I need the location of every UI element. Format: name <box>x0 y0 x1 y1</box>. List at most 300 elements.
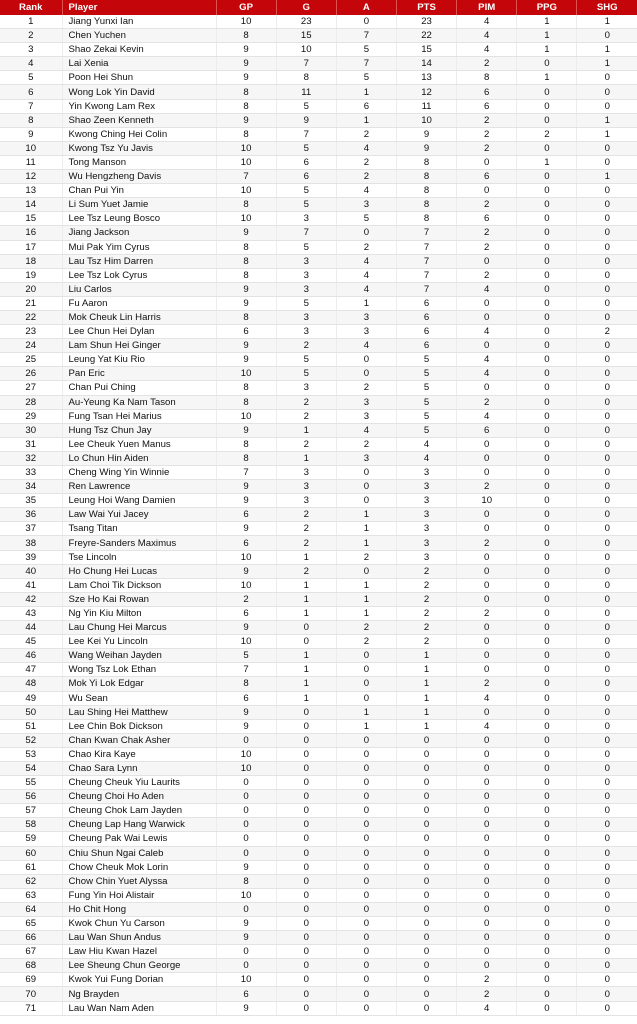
player-name-cell: Ho Chit Hong <box>62 902 216 916</box>
goals-cell: 2 <box>276 339 336 353</box>
table-row <box>0 776 637 790</box>
table-row <box>0 437 637 451</box>
table-row <box>0 71 637 85</box>
ppg-cell: 1 <box>517 155 577 169</box>
player-name-cell: Law Hiu Kwan Hazel <box>62 945 216 959</box>
shg-cell: 0 <box>577 860 637 874</box>
table-row <box>0 761 637 775</box>
rank-cell: 18 <box>0 254 62 268</box>
shg-cell: 0 <box>577 99 637 113</box>
gp-cell: 9 <box>216 860 276 874</box>
ppg-cell: 0 <box>517 296 577 310</box>
shg-cell: 0 <box>577 254 637 268</box>
goals-cell: 3 <box>276 494 336 508</box>
gp-cell: 9 <box>216 494 276 508</box>
ppg-cell: 0 <box>517 268 577 282</box>
goals-cell: 5 <box>276 296 336 310</box>
pim-cell: 0 <box>457 592 517 606</box>
assists-cell: 0 <box>336 466 396 480</box>
gp-cell: 8 <box>216 677 276 691</box>
shg-cell: 0 <box>577 85 637 99</box>
points-cell: 2 <box>396 621 456 635</box>
pim-cell: 2 <box>457 480 517 494</box>
assists-cell: 0 <box>336 888 396 902</box>
gp-cell: 10 <box>216 747 276 761</box>
goals-cell: 5 <box>276 198 336 212</box>
pim-cell: 4 <box>457 15 517 29</box>
shg-cell: 0 <box>577 409 637 423</box>
player-name-cell: Chan Pui Yin <box>62 184 216 198</box>
player-name-cell: Wu Hengzheng Davis <box>62 170 216 184</box>
assists-cell: 0 <box>336 804 396 818</box>
goals-cell: 0 <box>276 776 336 790</box>
gp-cell: 5 <box>216 649 276 663</box>
table-row <box>0 536 637 550</box>
gp-cell: 10 <box>216 155 276 169</box>
goals-cell: 1 <box>276 649 336 663</box>
pim-cell: 0 <box>457 437 517 451</box>
shg-cell: 0 <box>577 155 637 169</box>
assists-cell: 1 <box>336 522 396 536</box>
goals-cell: 0 <box>276 902 336 916</box>
points-cell: 8 <box>396 198 456 212</box>
rank-cell: 20 <box>0 282 62 296</box>
rank-cell: 34 <box>0 480 62 494</box>
assists-cell: 0 <box>336 931 396 945</box>
points-cell: 0 <box>396 1001 456 1015</box>
rank-cell: 61 <box>0 860 62 874</box>
goals-cell: 5 <box>276 99 336 113</box>
goals-cell: 0 <box>276 917 336 931</box>
shg-cell: 0 <box>577 240 637 254</box>
ppg-cell: 0 <box>517 719 577 733</box>
rank-cell: 68 <box>0 959 62 973</box>
rank-cell: 54 <box>0 761 62 775</box>
assists-cell: 2 <box>336 381 396 395</box>
rank-cell: 57 <box>0 804 62 818</box>
points-cell: 3 <box>396 494 456 508</box>
gp-cell: 0 <box>216 945 276 959</box>
gp-cell: 8 <box>216 127 276 141</box>
rank-cell: 64 <box>0 902 62 916</box>
assists-cell: 0 <box>336 832 396 846</box>
goals-cell: 8 <box>276 71 336 85</box>
rank-cell: 48 <box>0 677 62 691</box>
player-name-cell: Mok Cheuk Lin Harris <box>62 310 216 324</box>
player-name-cell: Lam Shun Hei Ginger <box>62 339 216 353</box>
assists-cell: 2 <box>336 240 396 254</box>
shg-cell: 0 <box>577 381 637 395</box>
pim-cell: 0 <box>457 564 517 578</box>
pim-cell: 4 <box>457 325 517 339</box>
table-row <box>0 57 637 71</box>
gp-cell: 9 <box>216 43 276 57</box>
assists-cell: 0 <box>336 902 396 916</box>
points-cell: 1 <box>396 663 456 677</box>
rank-cell: 50 <box>0 705 62 719</box>
gp-cell: 10 <box>216 888 276 902</box>
rank-cell: 6 <box>0 85 62 99</box>
assists-cell: 0 <box>336 480 396 494</box>
goals-cell: 5 <box>276 367 336 381</box>
goals-cell: 0 <box>276 790 336 804</box>
shg-cell: 1 <box>577 15 637 29</box>
header-row <box>0 0 637 15</box>
pim-cell: 6 <box>457 170 517 184</box>
gp-cell: 10 <box>216 578 276 592</box>
shg-cell: 0 <box>577 917 637 931</box>
assists-cell: 1 <box>336 592 396 606</box>
goals-cell: 0 <box>276 931 336 945</box>
points-cell: 0 <box>396 733 456 747</box>
gp-cell: 10 <box>216 973 276 987</box>
ppg-cell: 0 <box>517 170 577 184</box>
header-g[interactable]: G <box>276 0 336 15</box>
rank-cell: 17 <box>0 240 62 254</box>
player-name-cell: Lau Wan Nam Aden <box>62 1001 216 1015</box>
gp-cell: 8 <box>216 451 276 465</box>
pim-cell: 2 <box>457 395 517 409</box>
header-pim[interactable]: PIM <box>457 0 517 15</box>
header-gp[interactable]: GP <box>216 0 276 15</box>
player-name-cell: Lau Shing Hei Matthew <box>62 705 216 719</box>
rank-cell: 19 <box>0 268 62 282</box>
rank-cell: 47 <box>0 663 62 677</box>
shg-cell: 0 <box>577 353 637 367</box>
points-cell: 7 <box>396 254 456 268</box>
gp-cell: 8 <box>216 240 276 254</box>
goals-cell: 0 <box>276 621 336 635</box>
table-row <box>0 959 637 973</box>
gp-cell: 10 <box>216 367 276 381</box>
player-name-cell: Yin Kwong Lam Rex <box>62 99 216 113</box>
assists-cell: 0 <box>336 226 396 240</box>
pim-cell: 6 <box>457 212 517 226</box>
player-name-cell: Lee Sheung Chun George <box>62 959 216 973</box>
pim-cell: 0 <box>457 888 517 902</box>
rank-cell: 16 <box>0 226 62 240</box>
ppg-cell: 0 <box>517 226 577 240</box>
assists-cell: 0 <box>336 860 396 874</box>
points-cell: 8 <box>396 184 456 198</box>
shg-cell: 0 <box>577 790 637 804</box>
ppg-cell: 0 <box>517 621 577 635</box>
rank-cell: 8 <box>0 113 62 127</box>
shg-cell: 0 <box>577 719 637 733</box>
assists-cell: 0 <box>336 564 396 578</box>
shg-cell: 0 <box>577 296 637 310</box>
points-cell: 0 <box>396 832 456 846</box>
header-pts[interactable]: PTS <box>396 0 456 15</box>
points-cell: 7 <box>396 226 456 240</box>
rank-cell: 26 <box>0 367 62 381</box>
header-a[interactable]: A <box>336 0 396 15</box>
rank-cell: 14 <box>0 198 62 212</box>
ppg-cell: 0 <box>517 367 577 381</box>
assists-cell: 4 <box>336 184 396 198</box>
points-cell: 0 <box>396 987 456 1001</box>
player-name-cell: Tong Manson <box>62 155 216 169</box>
pim-cell: 0 <box>457 917 517 931</box>
shg-cell: 0 <box>577 423 637 437</box>
player-name-cell: Lam Choi Tik Dickson <box>62 578 216 592</box>
player-name-cell: Lo Chun Hin Aiden <box>62 451 216 465</box>
gp-cell: 10 <box>216 550 276 564</box>
assists-cell: 1 <box>336 719 396 733</box>
pim-cell: 4 <box>457 691 517 705</box>
shg-cell: 0 <box>577 804 637 818</box>
assists-cell: 2 <box>336 635 396 649</box>
shg-cell: 0 <box>577 832 637 846</box>
shg-cell: 0 <box>577 621 637 635</box>
rank-cell: 10 <box>0 141 62 155</box>
rank-cell: 69 <box>0 973 62 987</box>
pim-cell: 2 <box>457 987 517 1001</box>
player-name-cell: Law Wai Yui Jacey <box>62 508 216 522</box>
shg-cell: 1 <box>577 170 637 184</box>
points-cell: 5 <box>396 381 456 395</box>
shg-cell: 0 <box>577 1001 637 1015</box>
pim-cell: 0 <box>457 931 517 945</box>
assists-cell: 0 <box>336 818 396 832</box>
shg-cell: 0 <box>577 592 637 606</box>
pim-cell: 2 <box>457 606 517 620</box>
shg-cell: 0 <box>577 184 637 198</box>
goals-cell: 0 <box>276 973 336 987</box>
points-cell: 6 <box>396 339 456 353</box>
assists-cell: 1 <box>336 296 396 310</box>
shg-cell: 0 <box>577 536 637 550</box>
player-name-cell: Jiang Yunxi Ian <box>62 15 216 29</box>
pim-cell: 0 <box>457 339 517 353</box>
gp-cell: 8 <box>216 268 276 282</box>
goals-cell: 0 <box>276 846 336 860</box>
player-name-cell: Cheung Chok Lam Jayden <box>62 804 216 818</box>
table-row <box>0 931 637 945</box>
table-row <box>0 15 637 29</box>
ppg-cell: 0 <box>517 818 577 832</box>
ppg-cell: 0 <box>517 790 577 804</box>
table-row <box>0 212 637 226</box>
gp-cell: 8 <box>216 85 276 99</box>
points-cell: 11 <box>396 99 456 113</box>
goals-cell: 5 <box>276 353 336 367</box>
pim-cell: 10 <box>457 494 517 508</box>
shg-cell: 0 <box>577 776 637 790</box>
table-header <box>0 0 637 15</box>
table-row <box>0 691 637 705</box>
assists-cell: 5 <box>336 212 396 226</box>
rank-cell: 63 <box>0 888 62 902</box>
goals-cell: 2 <box>276 522 336 536</box>
rank-cell: 22 <box>0 310 62 324</box>
gp-cell: 7 <box>216 170 276 184</box>
rank-cell: 32 <box>0 451 62 465</box>
assists-cell: 2 <box>336 170 396 184</box>
gp-cell: 9 <box>216 353 276 367</box>
rank-cell: 38 <box>0 536 62 550</box>
pim-cell: 6 <box>457 85 517 99</box>
table-row <box>0 296 637 310</box>
pim-cell: 0 <box>457 790 517 804</box>
rank-cell: 42 <box>0 592 62 606</box>
points-cell: 0 <box>396 917 456 931</box>
gp-cell: 8 <box>216 310 276 324</box>
assists-cell: 1 <box>336 113 396 127</box>
points-cell: 2 <box>396 592 456 606</box>
pim-cell: 0 <box>457 254 517 268</box>
ppg-cell: 0 <box>517 184 577 198</box>
ppg-cell: 0 <box>517 310 577 324</box>
ppg-cell: 0 <box>517 564 577 578</box>
gp-cell: 9 <box>216 71 276 85</box>
player-name-cell: Leung Hoi Wang Damien <box>62 494 216 508</box>
table-row <box>0 592 637 606</box>
pim-cell: 4 <box>457 367 517 381</box>
rank-cell: 11 <box>0 155 62 169</box>
table-row <box>0 240 637 254</box>
rank-cell: 1 <box>0 15 62 29</box>
assists-cell: 0 <box>336 987 396 1001</box>
goals-cell: 3 <box>276 212 336 226</box>
pim-cell: 2 <box>457 536 517 550</box>
assists-cell: 0 <box>336 367 396 381</box>
table-row <box>0 564 637 578</box>
table-row <box>0 99 637 113</box>
goals-cell: 3 <box>276 282 336 296</box>
player-name-cell: Lau Chung Hei Marcus <box>62 621 216 635</box>
assists-cell: 0 <box>336 494 396 508</box>
goals-cell: 0 <box>276 705 336 719</box>
table-row <box>0 226 637 240</box>
gp-cell: 9 <box>216 705 276 719</box>
gp-cell: 0 <box>216 804 276 818</box>
points-cell: 5 <box>396 367 456 381</box>
shg-cell: 1 <box>577 127 637 141</box>
pim-cell: 0 <box>457 550 517 564</box>
goals-cell: 5 <box>276 184 336 198</box>
rank-cell: 2 <box>0 29 62 43</box>
gp-cell: 0 <box>216 902 276 916</box>
points-cell: 8 <box>396 212 456 226</box>
points-cell: 3 <box>396 522 456 536</box>
pim-cell: 0 <box>457 846 517 860</box>
ppg-cell: 0 <box>517 945 577 959</box>
player-name-cell: Cheng Wing Yin Winnie <box>62 466 216 480</box>
shg-cell: 0 <box>577 310 637 324</box>
gp-cell: 6 <box>216 325 276 339</box>
pim-cell: 0 <box>457 733 517 747</box>
goals-cell: 2 <box>276 437 336 451</box>
assists-cell: 2 <box>336 550 396 564</box>
shg-cell: 0 <box>577 733 637 747</box>
header-ppg[interactable]: PPG <box>517 0 577 15</box>
points-cell: 0 <box>396 776 456 790</box>
gp-cell: 9 <box>216 719 276 733</box>
ppg-cell: 0 <box>517 804 577 818</box>
goals-cell: 0 <box>276 747 336 761</box>
ppg-cell: 0 <box>517 339 577 353</box>
shg-cell: 0 <box>577 395 637 409</box>
pim-cell: 4 <box>457 1001 517 1015</box>
shg-cell: 0 <box>577 818 637 832</box>
shg-cell: 0 <box>577 959 637 973</box>
goals-cell: 0 <box>276 804 336 818</box>
ppg-cell: 0 <box>517 635 577 649</box>
table-row <box>0 155 637 169</box>
gp-cell: 9 <box>216 226 276 240</box>
table-row <box>0 635 637 649</box>
gp-cell: 6 <box>216 508 276 522</box>
player-name-cell: Chan Kwan Chak Asher <box>62 733 216 747</box>
points-cell: 6 <box>396 310 456 324</box>
table-row <box>0 733 637 747</box>
assists-cell: 3 <box>336 310 396 324</box>
ppg-cell: 0 <box>517 494 577 508</box>
gp-cell: 9 <box>216 296 276 310</box>
goals-cell: 1 <box>276 550 336 564</box>
points-cell: 2 <box>396 606 456 620</box>
assists-cell: 1 <box>336 536 396 550</box>
ppg-cell: 1 <box>517 43 577 57</box>
player-name-cell: Fung Yin Hoi Alistair <box>62 888 216 902</box>
goals-cell: 5 <box>276 141 336 155</box>
header-rank[interactable]: Rank <box>0 0 62 15</box>
player-name-cell: Kwok Yui Fung Dorian <box>62 973 216 987</box>
assists-cell: 0 <box>336 353 396 367</box>
shg-cell: 0 <box>577 339 637 353</box>
points-cell: 15 <box>396 43 456 57</box>
pim-cell: 2 <box>457 973 517 987</box>
shg-cell: 0 <box>577 649 637 663</box>
pim-cell: 0 <box>457 804 517 818</box>
gp-cell: 9 <box>216 621 276 635</box>
pim-cell: 0 <box>457 184 517 198</box>
rank-cell: 39 <box>0 550 62 564</box>
points-cell: 6 <box>396 296 456 310</box>
shg-cell: 0 <box>577 212 637 226</box>
rank-cell: 49 <box>0 691 62 705</box>
gp-cell: 8 <box>216 99 276 113</box>
points-cell: 4 <box>396 451 456 465</box>
player-name-cell: Chan Pui Ching <box>62 381 216 395</box>
header-player[interactable]: Player <box>62 0 216 15</box>
points-cell: 23 <box>396 15 456 29</box>
ppg-cell: 0 <box>517 212 577 226</box>
table-row <box>0 198 637 212</box>
goals-cell: 3 <box>276 381 336 395</box>
shg-cell: 0 <box>577 874 637 888</box>
table-row <box>0 170 637 184</box>
rank-cell: 37 <box>0 522 62 536</box>
shg-cell: 0 <box>577 578 637 592</box>
gp-cell: 8 <box>216 395 276 409</box>
ppg-cell: 0 <box>517 254 577 268</box>
header-shg[interactable]: SHG <box>577 0 637 15</box>
rank-cell: 65 <box>0 917 62 931</box>
player-name-cell: Shao Zeen Kenneth <box>62 113 216 127</box>
player-name-cell: Pan Eric <box>62 367 216 381</box>
table-row <box>0 917 637 931</box>
table-row <box>0 902 637 916</box>
shg-cell: 0 <box>577 29 637 43</box>
player-name-cell: Lee Chin Bok Dickson <box>62 719 216 733</box>
ppg-cell: 0 <box>517 987 577 1001</box>
ppg-cell: 0 <box>517 959 577 973</box>
rank-cell: 66 <box>0 931 62 945</box>
assists-cell: 7 <box>336 29 396 43</box>
points-cell: 22 <box>396 29 456 43</box>
